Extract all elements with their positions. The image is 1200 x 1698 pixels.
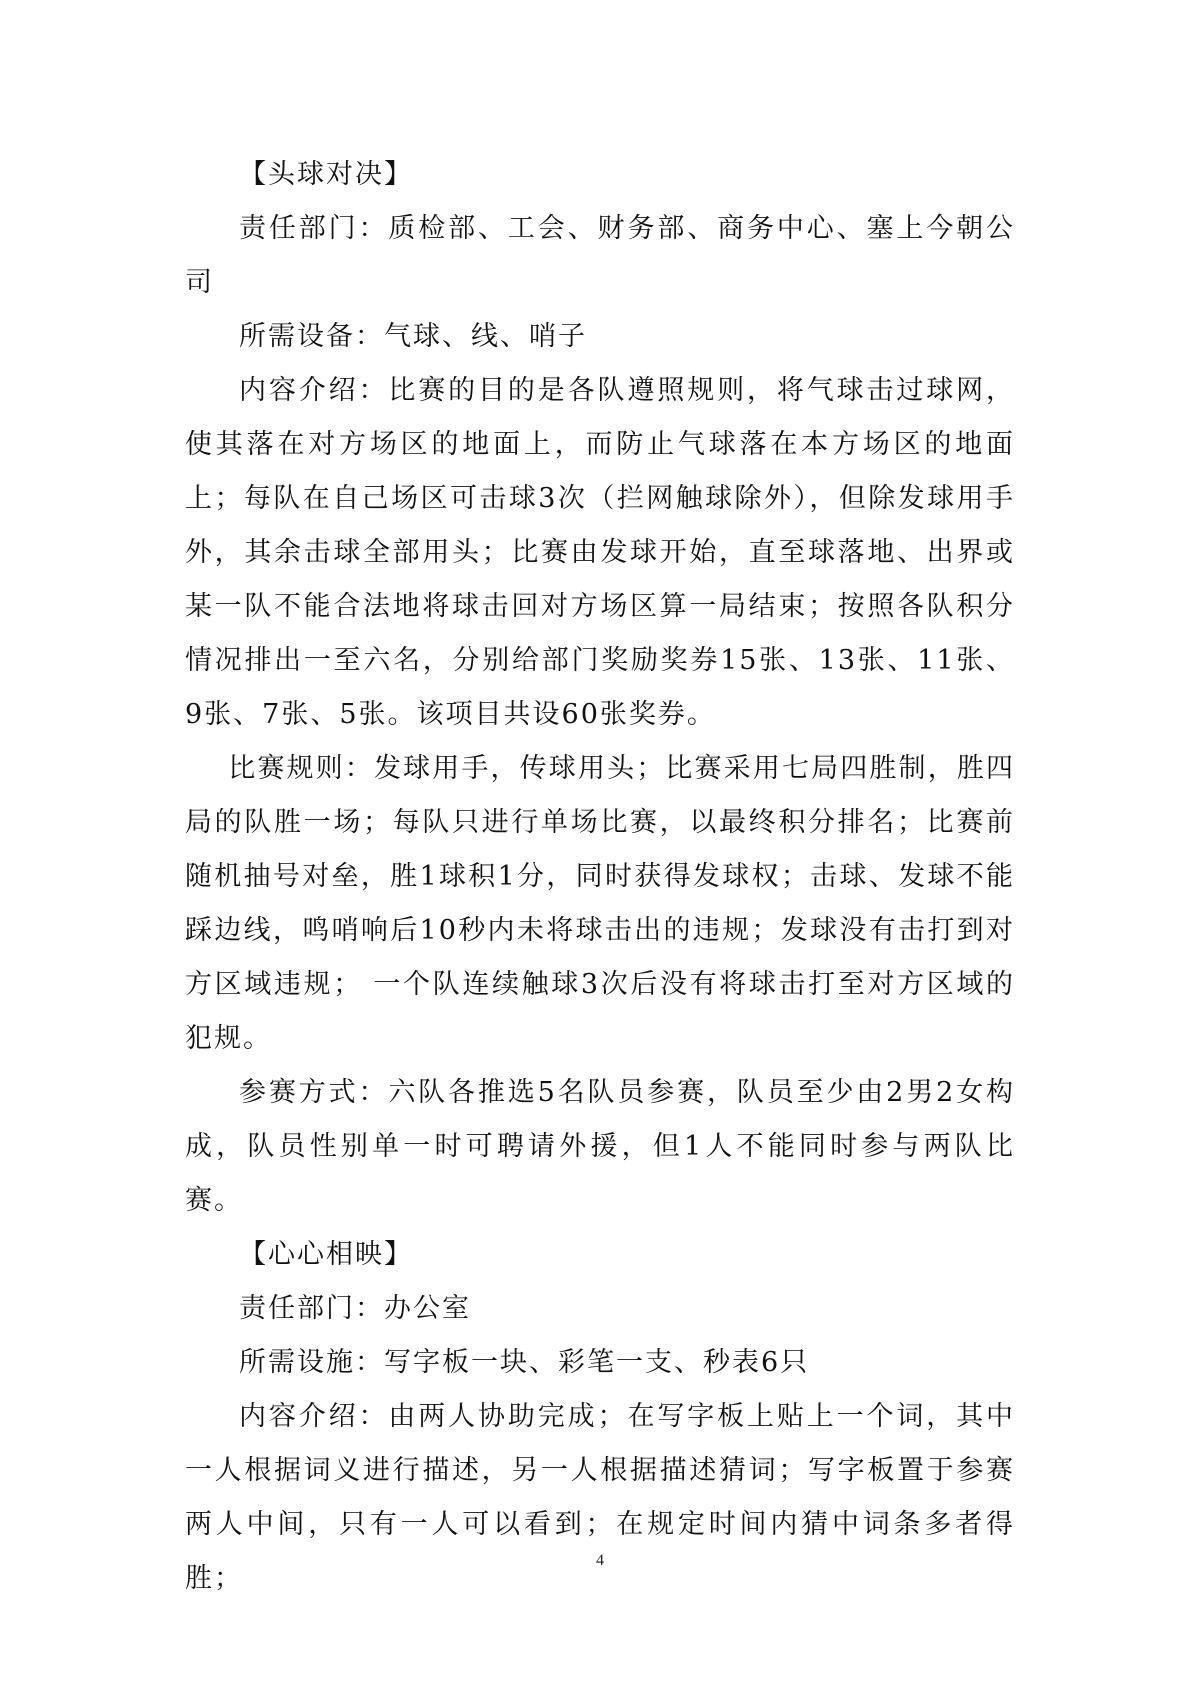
content-introduction-guessing: 内容介绍：由两人协助完成；在写字板上贴上一个词，其中一人根据词义进行描述，另一人根据描述猜词；写字板置于参赛两人中间，只有一人可以看到；在规定时间内猜中词条多者得胜； [185, 1401, 1015, 1594]
page-number: 4 [596, 1552, 604, 1569]
responsible-departments: 责任部门：质检部、工会、财务部、商务中心、塞上今朝公司 [185, 213, 1015, 298]
document-body [185, 148, 1015, 1606]
competition-rules: 比赛规则：发球用手，传球用头；比赛采用七局四胜制，胜四局的队胜一场；每队只进行单场比赛，以最终积分排名；比赛前随机抽号对垒，胜1球积1分，同时获得发球权；击球、发球不能踩边线，鸣哨响后10秒内未将球击出的违规；发球没有击打到对方区域违规； 一个队连续触球3次后没有将球击打至对方区域的犯规。 [185, 753, 1015, 1054]
content-introduction: 内容介绍：比赛的目的是各队遵照规则，将气球击过球网，使其落在对方场区的地面上，而防止气球落在本方场区的地面上；每队在自己场区可击球3次（拦网触球除外），但除发球用手外，其余击球全部用头；比赛由发球开始，直至球落地、出界或某一队不能合法地将球击回对方场区算一局结束；按照各队积分情况排出一至六名，分别给部门奖励奖券15张、13张、11张、9张、7张、5张。该项目共设60张奖券。 [185, 375, 1015, 730]
required-equipment: 所需设备：气球、线、哨子 [239, 321, 587, 352]
section-title-header-battle: 【头球对决】 [239, 159, 413, 190]
responsible-department-office: 责任部门：办公室 [239, 1293, 471, 1324]
participation-method: 参赛方式：六队各推选5名队员参赛，队员至少由2男2女构成，队员性别单一时可聘请外援，但1人不能同时参与两队比赛。 [185, 1077, 1015, 1216]
section-title-heart-to-heart: 【心心相映】 [239, 1239, 413, 1270]
required-facilities: 所需设施：写字板一块、彩笔一支、秒表6只 [239, 1347, 810, 1378]
